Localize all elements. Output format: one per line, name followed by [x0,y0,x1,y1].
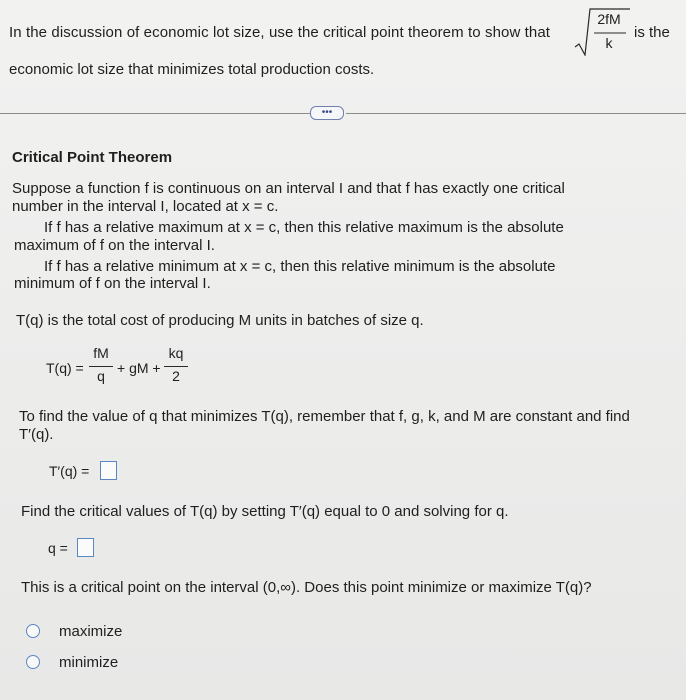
divider [346,113,686,114]
theorem-line-2: number in the interval I, located at x = c. [12,198,279,215]
problem-tail: is the [634,24,670,41]
cost-lhs: T(q) = [46,360,84,376]
fraction-bar [89,366,113,367]
theorem-max-line-1: If f has a relative maximum at x = c, then this relative maximum is the absolute [44,219,564,236]
fraction-numerator: fM [93,345,109,361]
sqrt-denominator: k [605,35,613,51]
fraction-numerator: kq [168,345,184,361]
theorem-line-1: Suppose a function f is continuous on an interval I and that f has exactly one critical [12,180,565,197]
sqrt-expression [574,6,630,56]
problem-line-2: economic lot size that minimizes total production costs. [9,61,375,78]
derivative-instruction-line-2: T′(q). [19,426,54,443]
theorem-min-line-1: If f has a relative minimum at x = c, then this relative minimum is the absolute [44,258,556,275]
expand-button[interactable]: ••• [310,106,344,120]
cost-middle-terms: + gM + [117,360,161,376]
derivative-answer-label: T′(q) = [49,463,90,479]
problem-intro: In the discussion of economic lot size, use the critical point theorem to show that [9,24,551,41]
divider [0,113,310,114]
theorem-max-line-2: maximum of f on the interval I. [14,237,215,254]
derivative-answer-input[interactable] [100,461,117,480]
sqrt-numerator: 2fM [597,11,621,27]
question-text: This is a critical point on the interval (0,∞). Does this point minimize or maximize T(q)? [21,579,592,596]
option-label-maximize[interactable]: maximize [59,623,123,640]
radio-maximize[interactable] [26,624,40,638]
option-label-minimize[interactable]: minimize [59,654,119,671]
theorem-min-line-2: minimum of f on the interval I. [14,275,211,292]
fraction-denominator: q [97,368,105,384]
critical-answer-label: q = [48,540,68,556]
theorem-title: Critical Point Theorem [12,149,173,166]
cost-description: T(q) is the total cost of producing M units in batches of size q. [16,312,424,329]
critical-instruction: Find the critical values of T(q) by setting T′(q) equal to 0 and solving for q. [21,503,509,520]
radio-minimize[interactable] [26,655,40,669]
critical-value-input[interactable] [77,538,94,557]
fraction-denominator: 2 [172,368,180,384]
derivative-instruction-line-1: To find the value of q that minimizes T(q), remember that f, g, k, and M are constant and find [19,408,630,425]
fraction-bar [164,366,188,367]
